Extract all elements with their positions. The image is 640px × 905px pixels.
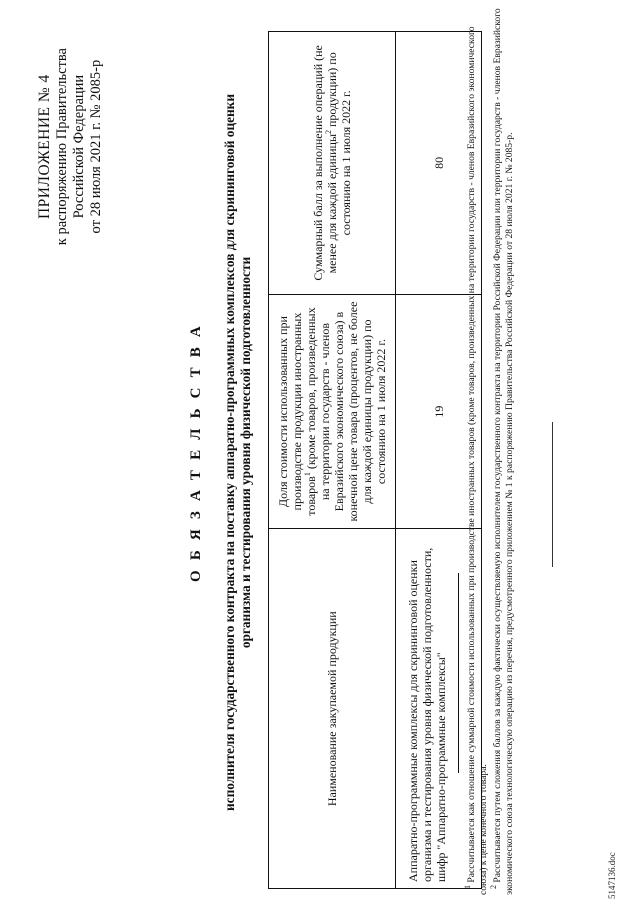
footnote-ref-1: 1	[303, 472, 312, 477]
header-total-score	[269, 32, 396, 295]
footnote-2-mark: 2	[488, 885, 498, 889]
appendix-line-2: Российской Федерации	[71, 74, 87, 219]
appendix-line-1: к распоряжению Правительства	[54, 48, 70, 246]
header-foreign-share-text-a: Доля стоимости использованных при производстве продукции иностранных товаров	[276, 312, 318, 516]
cell-total-score: 80	[396, 32, 482, 295]
footnote-separator	[458, 573, 459, 773]
footnote-ref-2: 2	[324, 129, 333, 134]
footnote-1	[462, 5, 490, 895]
appendix-heading: ПРИЛОЖЕНИЕ № 4	[36, 74, 53, 220]
cell-foreign-share: 19	[396, 294, 482, 529]
appendix-line-3: от 28 июля 2021 г. № 2085-р	[88, 59, 104, 234]
document-title: О Б Я З А Т Е Л Ь С Т В А	[188, 323, 204, 582]
appendix-block	[36, 48, 105, 245]
subtitle-line-2: организма и тестирования уровня физической подготовленности	[238, 256, 253, 649]
document-subtitle	[222, 0, 254, 905]
header-total-score-text-b: продукции) по состоянию на 1 июля 2022 г.	[325, 52, 353, 236]
subtitle-line-1: исполнителя государственного контракта на поставку аппаратно-программных комплексов для скрининговой оценки	[222, 94, 237, 811]
end-separator	[552, 422, 553, 567]
footnote-1-text: Рассчитывается как отношение суммарной стоимости использованных при производстве иностранных товаров (кроме товаров, произведенных на территории государств - членов Евразийского экономического союза) к цене конечного товара.	[466, 26, 489, 895]
header-product-name: Наименование закупаемой продукции	[269, 529, 396, 889]
footnotes	[462, 5, 518, 895]
footnote-1-mark: 1	[462, 885, 472, 889]
document-id: 5147136.doc	[607, 852, 617, 899]
footnote-2	[488, 5, 516, 895]
footnote-2-text: Рассчитывается путем сложения баллов за каждую фактически осуществляемую исполнителем государственного контракта на территории Российской Федерации или территории государств - членов Евразийского экономического союза технологическую операцию из перечня, предусмотренного приложением № 1 к распоряжению Правительства Российской Федерации от 28 июля 2021 г. № 2085-р.	[492, 8, 515, 895]
obligations-table	[268, 31, 482, 889]
cell-product-name: Аппаратно-программные комплексы для скрининговой оценки организма и тестирования уровня физической подготовленности, шифр "Аппаратно-программные комплексы"	[396, 529, 482, 889]
table-header-row	[269, 32, 396, 889]
header-foreign-share	[269, 294, 396, 529]
header-foreign-share-text-b: (кроме товаров, произведенных на территории государств - членов Евразийского экономического союза) в конечной цене товара (процентов, не более для каждой единицы продукции) по состоянию на 1 июля 2022 г.	[304, 301, 388, 522]
header-total-score-text-a: Суммарный балл за выполнение операций (не менее для каждой единицы	[311, 45, 339, 281]
